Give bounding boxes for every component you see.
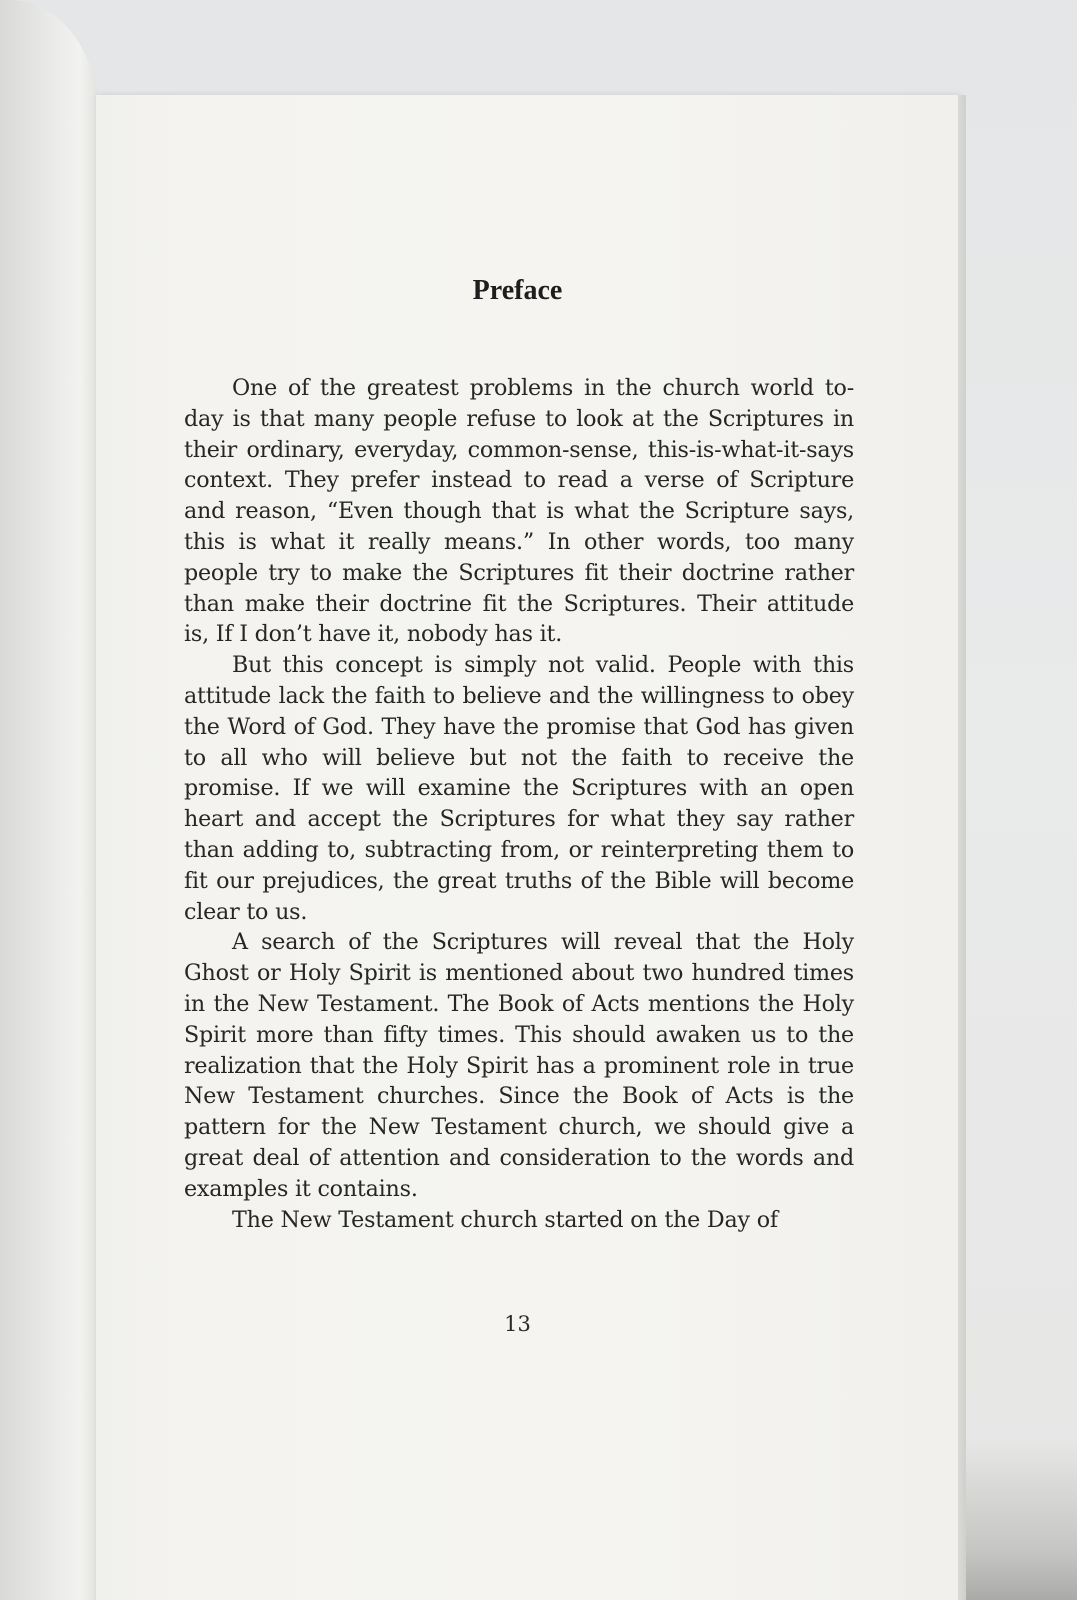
page-number: 13 bbox=[504, 1312, 531, 1336]
paragraph: But this concept is simply not valid. People with this attitude lack the faith to believe and the willingness to obey the Word of God. They have the promise that God has given to all who will believe but not the faith to receive the promise. If we will examine the Scriptures with an open heart and accept the Scriptures for what they say rather than adding to, subtracting from, or reinterpreting them to fit our prejudices, the great truths of the Bible will become clear to us. bbox=[184, 652, 854, 925]
page-body bbox=[184, 373, 854, 1235]
paragraph: One of the greatest problems in the church world to-day is that many people refuse to look at the Scriptures in their ordinary, everyday, common-sense, this-is-what-it-says context. They prefer instead to read a verse of Scripture and reason, “Even though that is what the Scripture says, this is what it really means.” In other words, too many people try to make the Scriptures fit their doctrine rather than make their doctrine fit the Scriptures. Their attitude is, If I don’t have it, nobody has it. bbox=[184, 375, 854, 648]
page-stack-edge bbox=[958, 95, 966, 1600]
paragraph: A search of the Scriptures will reveal that the Holy Ghost or Holy Spirit is mentioned about two hundred times in the New Testament. The Book of Acts mentions the Holy Spirit more than fifty times. This should awaken us to the realization that the Holy Spirit has a prominent role in true New Testament churches. Since the Book of Acts is the pattern for the New Testament church, we should give a great deal of attention and consideration to the words and examples it contains. bbox=[184, 929, 854, 1202]
paragraph: The New Testament church started on the Day of bbox=[232, 1206, 778, 1233]
facing-page-edge bbox=[0, 0, 100, 1600]
page-title: Preface bbox=[472, 275, 563, 306]
